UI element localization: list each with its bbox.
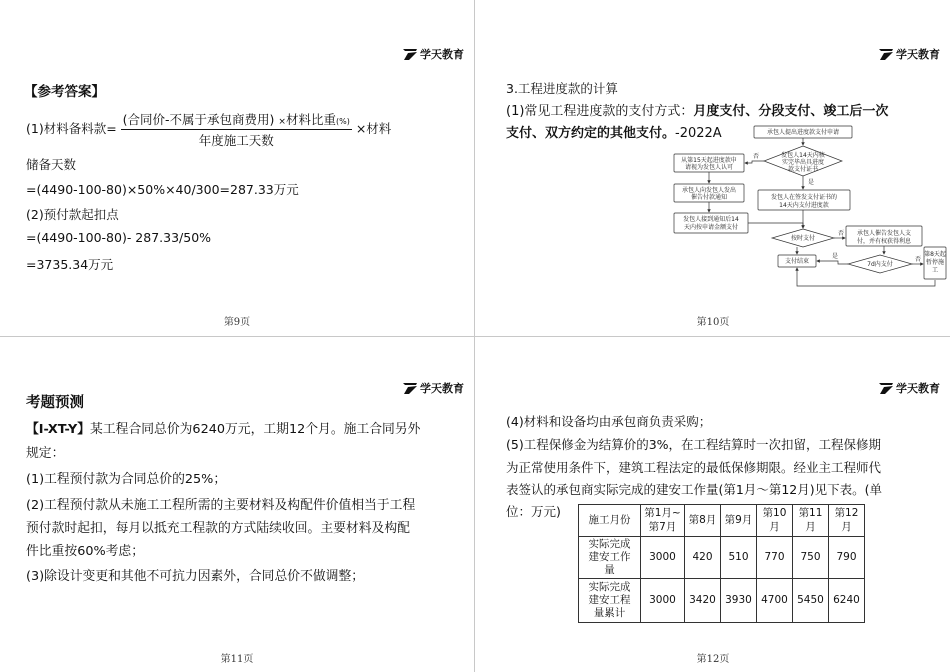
answer-line-3: =(4490-100-80)×50%×40/300=287.33万元 bbox=[26, 182, 299, 197]
table-row: 施工月份 第1月~ 第7月 第8月 第9月 第10 月 第11 月 第12 月 bbox=[579, 505, 865, 537]
brand-logo bbox=[879, 380, 940, 396]
condition-line-4: 表签认的承包商实际完成的建安工作量(第1月～第12月)见下表。(单 bbox=[506, 482, 882, 497]
formula-fraction bbox=[121, 110, 352, 149]
question-line-2: 规定： bbox=[26, 446, 65, 461]
brand-name: 学天教育 bbox=[420, 48, 464, 61]
brand-logo-icon bbox=[879, 383, 893, 394]
brand-logo-icon bbox=[879, 49, 893, 60]
flow-text-apply: 承包人提出进度款支付申请 bbox=[766, 129, 840, 136]
svg-text:否: 否 bbox=[915, 256, 922, 263]
section-heading: 3.工程进度款的计算 bbox=[506, 81, 618, 96]
svg-text:承包人向发包人发出: 承包人向发包人发出 bbox=[681, 187, 737, 194]
question-line-6: 件比重按60%考虑； bbox=[26, 544, 145, 559]
question-line-3: (1)工程预付款为合同总价的25%； bbox=[26, 472, 227, 487]
svg-text:按时支付: 按时支付 bbox=[790, 235, 816, 242]
svg-text:第8天起: 第8天起 bbox=[924, 251, 946, 258]
question-line-4: (2)工程预付款从未施工工程所需的主要材料及构配件价值相当于工程 bbox=[26, 498, 416, 513]
svg-text:14天内支付进度款: 14天内支付进度款 bbox=[779, 202, 829, 209]
svg-text:承包人催告发包人支: 承包人催告发包人支 bbox=[856, 230, 912, 237]
svg-text:工: 工 bbox=[931, 267, 939, 274]
answer-line-6: =3735.34万元 bbox=[26, 257, 114, 272]
page-number: 第9页 bbox=[223, 317, 251, 328]
svg-text:款支付证书: 款支付证书 bbox=[787, 166, 819, 173]
answer-heading: 【参考答案】 bbox=[24, 84, 105, 100]
question-line-7: (3)除设计变更和其他不可抗力因素外，合同总价不做调整； bbox=[26, 569, 365, 584]
question-line-5: 预付款时起扣，每月以抵充工程款的方式陆续收回。主要材料及构配 bbox=[26, 521, 410, 536]
brand-name: 学天教育 bbox=[420, 382, 464, 395]
page-11 bbox=[0, 337, 474, 672]
answer-line-4: (2)预付款起扣点 bbox=[26, 207, 119, 222]
formula-suffix: ×材料 bbox=[355, 121, 392, 136]
formula-numerator: (合同价-不属于承包商费用) ×材料比重(%) bbox=[121, 110, 352, 130]
brand-name: 学天教育 bbox=[896, 48, 940, 61]
svg-text:否: 否 bbox=[752, 153, 760, 160]
svg-text:7d内支付: 7d内支付 bbox=[867, 261, 893, 268]
table-row: 实际完成 建安工作 量 3000 420 510 770 750 790 bbox=[579, 537, 865, 579]
question-line-1: 【Ⅰ-XT-Y】某工程合同总价为6240万元，工期12个月。施工合同另外 bbox=[26, 422, 421, 437]
page-number: 第12页 bbox=[696, 654, 730, 665]
brand-logo-icon bbox=[403, 49, 417, 60]
svg-text:发包人接到通知后14: 发包人接到通知后14 bbox=[683, 216, 739, 223]
svg-text:发包人在签发支付证书的: 发包人在签发支付证书的 bbox=[770, 194, 838, 201]
svg-text:支付结束: 支付结束 bbox=[784, 258, 810, 265]
condition-line-3: 为正常使用条件下，建筑工程法定的最低保修期限。经业主工程师代 bbox=[506, 460, 882, 475]
work-volume-table bbox=[578, 504, 865, 623]
page-12 bbox=[476, 337, 950, 672]
brand-logo bbox=[403, 46, 464, 62]
brand-logo bbox=[403, 380, 464, 396]
page-number: 第11页 bbox=[220, 654, 254, 665]
svg-text:发包人14天内核: 发包人14天内核 bbox=[781, 152, 825, 159]
page-10 bbox=[476, 0, 950, 336]
svg-text:天内按申请金额支付: 天内按申请金额支付 bbox=[683, 224, 739, 231]
payment-methods-line-1: (1)常见工程进度款的支付方式：月度支付、分段支付、竣工后一次 bbox=[506, 104, 889, 119]
condition-line-5: 位：万元) bbox=[506, 504, 561, 519]
answer-line-5: =(4490-100-80)- 287.33/50% bbox=[26, 230, 212, 245]
formula-prefix: (1)材料备料款= bbox=[26, 121, 117, 136]
forecast-heading: 考题预测 bbox=[26, 395, 84, 411]
formula-denominator: 年度施工天数 bbox=[198, 133, 274, 148]
payment-flowchart bbox=[672, 124, 948, 292]
svg-text:实完毕出具进度: 实完毕出具进度 bbox=[781, 159, 825, 166]
condition-line-2: (5)工程保修金为结算价的3%，在工程结算时一次扣留，工程保修期 bbox=[506, 437, 882, 452]
svg-text:是: 是 bbox=[808, 179, 815, 186]
table-row: 实际完成 建安工程 量累计 3000 3420 3930 4700 5450 6240 bbox=[579, 579, 865, 623]
svg-text:暂停施: 暂停施 bbox=[925, 259, 945, 266]
brand-name: 学天教育 bbox=[896, 382, 940, 395]
svg-text:从第15天起进度款申: 从第15天起进度款申 bbox=[681, 157, 737, 164]
page-number: 第10页 bbox=[696, 317, 730, 328]
brand-logo bbox=[879, 46, 940, 62]
formula-line bbox=[26, 110, 391, 149]
page-9 bbox=[0, 0, 474, 336]
brand-logo-icon bbox=[403, 383, 417, 394]
svg-text:付，并有权获得利息: 付，并有权获得利息 bbox=[856, 238, 912, 245]
answer-line-2: 储备天数 bbox=[26, 157, 77, 172]
svg-text:是: 是 bbox=[832, 253, 839, 260]
svg-text:否: 否 bbox=[838, 230, 845, 237]
svg-text:请视为发包人认可: 请视为发包人认可 bbox=[684, 164, 734, 171]
svg-text:催告付款通知: 催告付款通知 bbox=[690, 194, 728, 201]
condition-line-1: (4)材料和设备均由承包商负责采购； bbox=[506, 414, 712, 429]
payment-methods-line-2: 支付、双方约定的其他支付。-2022A bbox=[506, 126, 722, 141]
